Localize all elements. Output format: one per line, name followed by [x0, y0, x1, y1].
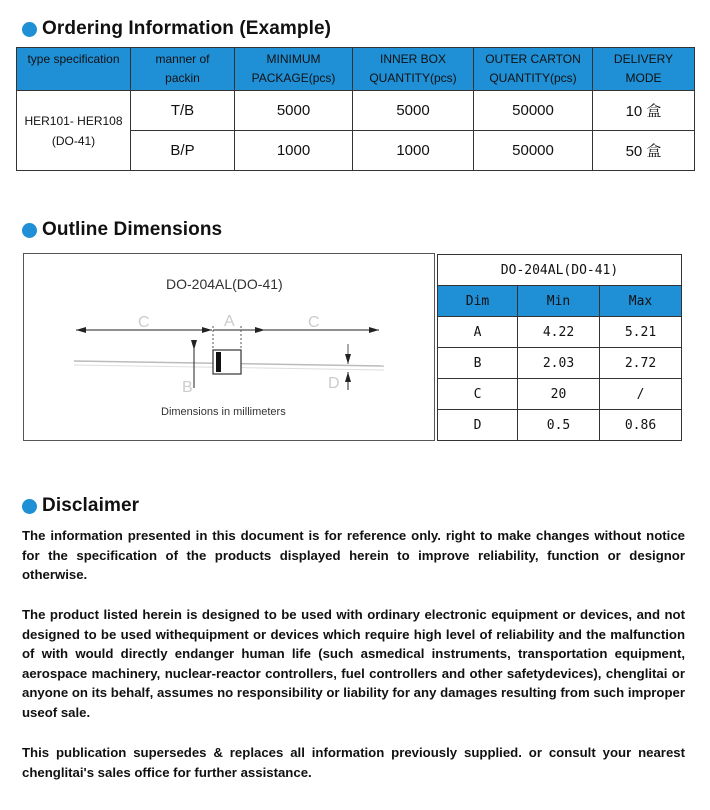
disclaimer-title: Disclaimer [42, 495, 140, 516]
label-a: A [224, 313, 235, 330]
dimensions-caption: DO-204AL(DO-41) [438, 255, 682, 286]
delivery-unit: 盒 [646, 103, 662, 120]
table-row [438, 317, 682, 348]
delivery-unit: 盒 [646, 143, 662, 160]
header-delivery-line1: DELIVERY [613, 52, 674, 66]
header-delivery [593, 48, 695, 91]
type-spec-cell [17, 91, 131, 171]
max-cell: 5.21 [600, 317, 682, 348]
table-row [17, 91, 695, 131]
header-manner-line1: manner of [155, 52, 210, 66]
outline-title: Outline Dimensions [42, 219, 223, 240]
ordering-section-heading [22, 18, 331, 40]
header-minimum [235, 48, 353, 91]
disclaimer-paragraph-3: This publication supersedes & replaces all information previously supplied. or consult your nearest chenglitai's sales office for further assistance. [22, 745, 685, 780]
min-cell: 0.5 [518, 410, 600, 441]
delivery-number: 10 [625, 103, 643, 120]
min-cell: 20 [518, 379, 600, 410]
drawing-title: DO-204AL(DO-41) [166, 276, 283, 292]
type-spec-line2: (DO-41) [51, 133, 96, 148]
header-outer-line1: OUTER CARTON [485, 52, 581, 66]
disclaimer-paragraph-2: The product listed herein is designed to be used with ordinary electronic equipment or devices, and not designed to be used withequipment or devices which require high level of reliability and the malfunction of with would directly endanger human life (such asmedical instruments, transportation equipment, aerospace machinery, nuclear-reactor controllers, fuel controllers and other safetydevices), chenglitai or anyone on its behalf, assumes no responsibility or liability for any damages resulting from such improper useof sale. [22, 607, 685, 720]
header-minimum-line2: PACKAGE(pcs) [251, 71, 336, 85]
table-row [438, 348, 682, 379]
inner-cell: 5000 [353, 91, 474, 131]
header-inner-box [353, 48, 474, 91]
bullet-icon [22, 22, 37, 37]
disclaimer-section-heading [22, 495, 139, 517]
dimensions-table [437, 254, 682, 441]
label-b: B [182, 379, 193, 396]
drawing-caption: Dimensions in millimeters [161, 406, 286, 418]
label-d: D [328, 375, 340, 392]
outline-section-heading [22, 219, 222, 241]
delivery-cell [593, 91, 695, 131]
header-type-spec-label: type specification [27, 52, 120, 66]
delivery-cell [593, 131, 695, 171]
max-cell: 0.86 [600, 410, 682, 441]
outer-cell: 50000 [474, 131, 593, 171]
dim-cell: D [438, 410, 518, 441]
max-cell: / [600, 379, 682, 410]
header-minimum-line1: MINIMUM [266, 52, 321, 66]
disclaimer-paragraph-1: The information presented in this document is for reference only. right to make changes without notice for the specification of the products displayed herein to improve reliability, function or designor otherwise. [22, 528, 685, 583]
dim-cell: A [438, 317, 518, 348]
label-c-left: C [138, 314, 150, 331]
header-dim: Dim [438, 286, 518, 317]
manner-cell: T/B [131, 91, 235, 131]
outer-cell: 50000 [474, 91, 593, 131]
header-delivery-line2: MODE [625, 71, 662, 85]
header-manner [131, 48, 235, 91]
header-min: Min [518, 286, 600, 317]
ordering-header-row [17, 48, 695, 91]
header-max: Max [600, 286, 682, 317]
min-cell: 4.22 [518, 317, 600, 348]
dimensions-header-row [438, 286, 682, 317]
type-spec-line1: HER101- HER108 [24, 113, 123, 128]
bullet-icon [22, 223, 37, 238]
dim-cell: C [438, 379, 518, 410]
max-cell: 2.72 [600, 348, 682, 379]
header-outer-line2: QUANTITY(pcs) [489, 71, 577, 85]
inner-cell: 1000 [353, 131, 474, 171]
header-type-spec [17, 48, 131, 91]
dimensions-caption-row [438, 255, 682, 286]
header-inner-line2: QUANTITY(pcs) [369, 71, 457, 85]
cathode-band [216, 352, 221, 372]
bullet-icon [22, 499, 37, 514]
outline-drawing [23, 253, 435, 441]
label-c-right: C [308, 314, 320, 331]
header-manner-line2: packin [165, 71, 200, 85]
header-inner-line1: INNER BOX [379, 52, 446, 66]
minimum-cell: 5000 [235, 91, 353, 131]
delivery-number: 50 [625, 143, 643, 160]
dim-cell: B [438, 348, 518, 379]
manner-cell: B/P [131, 131, 235, 171]
min-cell: 2.03 [518, 348, 600, 379]
table-row [438, 410, 682, 441]
table-row [438, 379, 682, 410]
minimum-cell: 1000 [235, 131, 353, 171]
ordering-table [16, 47, 695, 171]
header-outer-carton [474, 48, 593, 91]
ordering-title: Ordering Information (Example) [42, 18, 332, 39]
